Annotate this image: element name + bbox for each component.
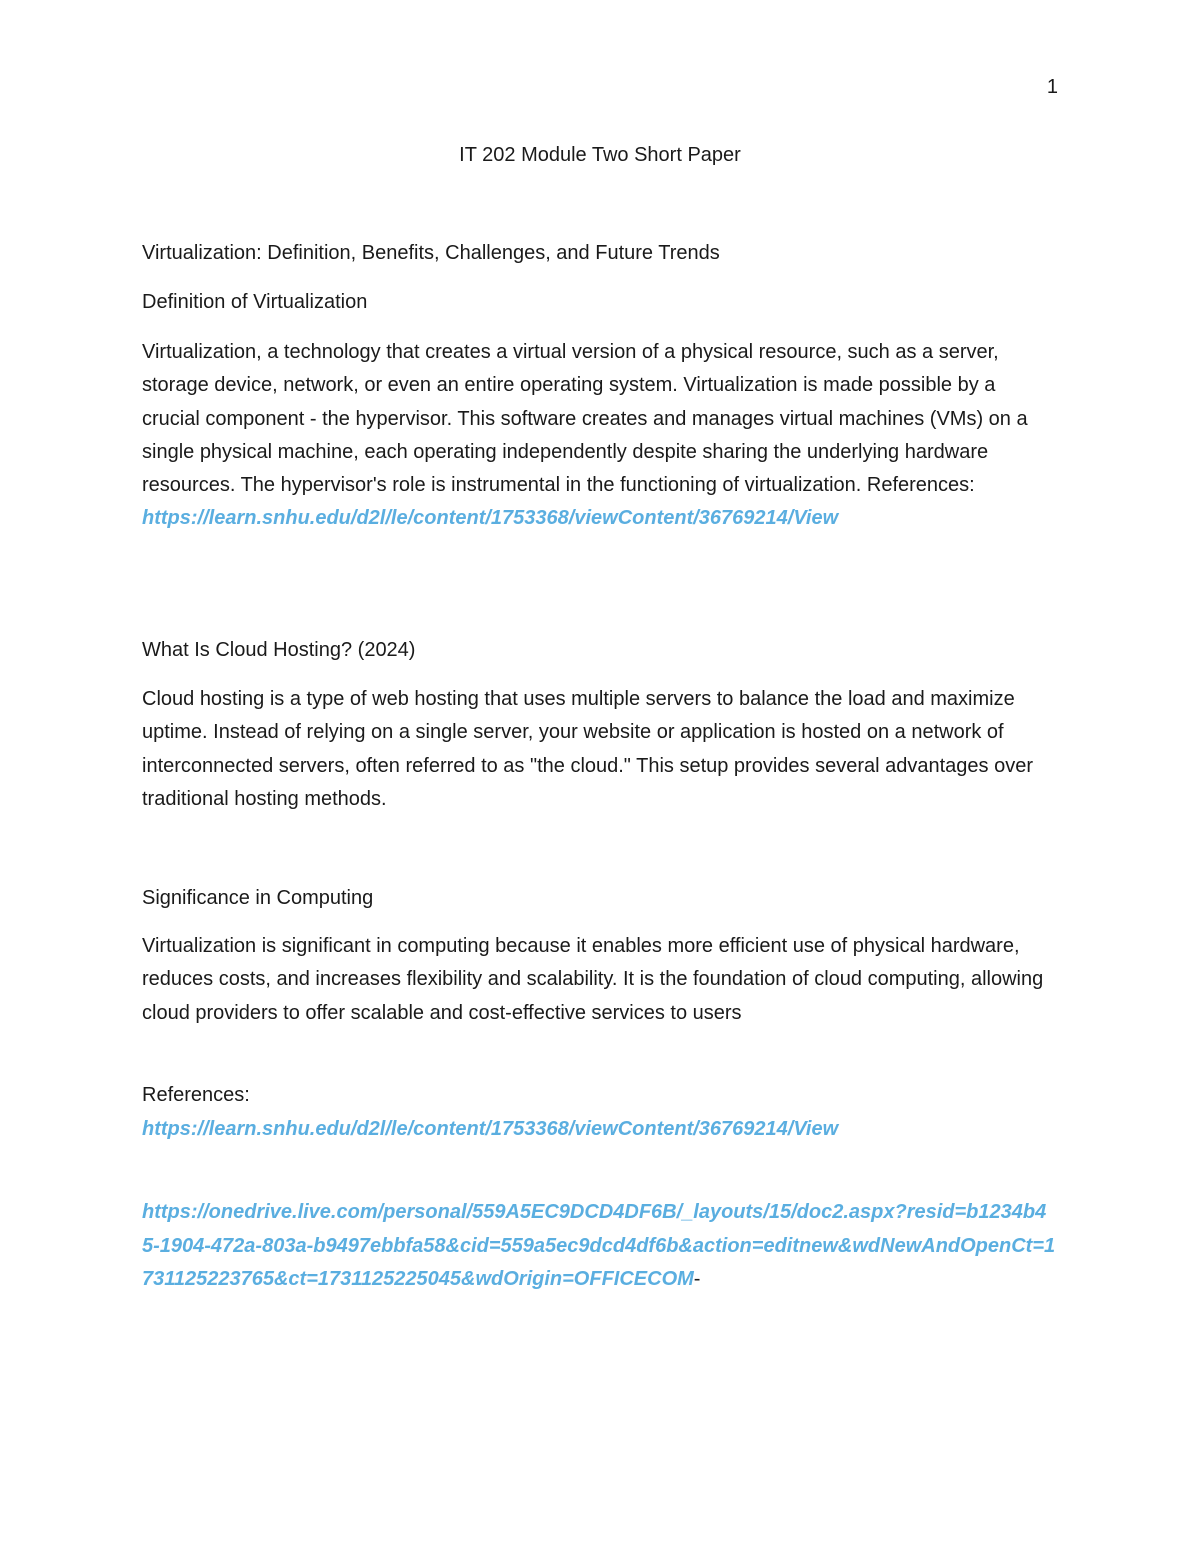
references-link-1-wrapper [142, 1113, 1057, 1146]
definition-heading: Definition of Virtualization [142, 291, 368, 313]
significance-body: Virtualization is significant in computing because it enables more efficient use of physical hardware, reduces costs, and increases flexibility and scalability. It is the foundation of cloud computing, allowing cloud providers to offer scalable and cost-effective services to users [142, 935, 1044, 1024]
references-link-1[interactable]: https://learn.snhu.edu/d2l/le/content/1753368/viewContent/36769214/View [142, 1118, 839, 1140]
significance-heading: Significance in Computing [142, 887, 374, 909]
references-link-2-suffix: - [693, 1268, 701, 1290]
definition-paragraph [142, 336, 1057, 536]
page-number: 1 [1046, 76, 1058, 98]
references-label: References: [142, 1084, 250, 1106]
references-link-2[interactable]: https://onedrive.live.com/personal/559A5EC9DCD4DF6B/_layouts/15/doc2.aspx?resid=b1234b45-1904-472a-803a-b9497ebbfa58&cid=559a5ec9dcd4df6b&action=editnew&wdNewAndOpenCt=1731125223765&ct=1731125225045&wdOrigin=OFFICECOM [142, 1201, 1056, 1290]
paper-title: IT 202 Module Two Short Paper [459, 144, 741, 166]
main-heading: Virtualization: Definition, Benefits, Challenges, and Future Trends [142, 242, 720, 264]
definition-reference-link[interactable]: https://learn.snhu.edu/d2l/le/content/1753368/viewContent/36769214/View [142, 507, 839, 530]
references-link-2-wrapper [142, 1196, 1057, 1297]
definition-body: Virtualization, a technology that creates a virtual version of a physical resource, such as a server, storage device, network, or even an entire operating system. Virtualization is made possible by a crucial component - the hypervisor. This software creates and manages virtual machines (VMs) on a single physical machine, each operating independently despite sharing the underlying hardware resources. The hypervisor's role is instrumental in the functioning of virtualization. References: [142, 341, 1028, 497]
cloud-hosting-heading: What Is Cloud Hosting? (2024) [142, 639, 416, 661]
cloud-hosting-body: Cloud hosting is a type of web hosting that uses multiple servers to balance the load and maximize uptime. Instead of relying on a single server, your website or application is hosted on a network of interconnected servers, often referred to as "the cloud." This setup provides several advantages over traditional hosting methods. [142, 688, 1033, 810]
